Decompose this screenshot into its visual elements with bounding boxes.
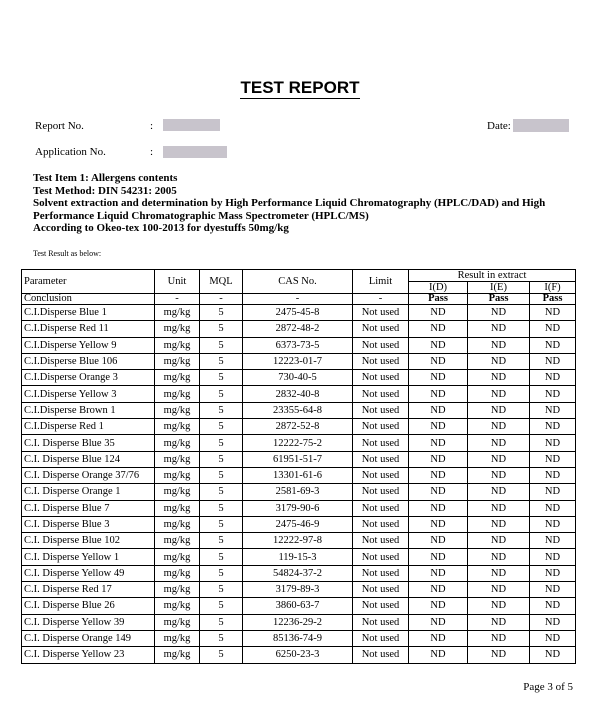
cell-cas: 3860-63-7	[243, 598, 353, 614]
cell-e: ND	[468, 386, 530, 402]
report-no-label: Report No.	[35, 120, 84, 132]
cell-d: ND	[409, 321, 468, 337]
header-unit: Unit	[155, 270, 200, 294]
cell-f: ND	[530, 500, 576, 516]
cell-d: ND	[409, 614, 468, 630]
cell-d: ND	[409, 598, 468, 614]
conclusion-row	[22, 294, 576, 305]
cell-limit: Not used	[353, 386, 409, 402]
table-row	[22, 565, 576, 581]
cell-cas: 6250-23-3	[243, 647, 353, 663]
report-no-redaction	[163, 119, 220, 131]
cell-f: ND	[530, 484, 576, 500]
cell-d: ND	[409, 370, 468, 386]
table-row	[22, 321, 576, 337]
cell-cas: 2872-52-8	[243, 419, 353, 435]
cell-cas: 12236-29-2	[243, 614, 353, 630]
cell-unit: mg/kg	[155, 565, 200, 581]
cell-limit: Not used	[353, 484, 409, 500]
table-row	[22, 630, 576, 646]
cell-unit: mg/kg	[155, 500, 200, 516]
cell-f: ND	[530, 467, 576, 483]
cell-mql: 5	[200, 435, 243, 451]
cell-mql: 5	[200, 533, 243, 549]
cell-mql: 5	[200, 321, 243, 337]
conclusion-d: Pass	[409, 294, 468, 305]
page-number: Page 3 of 5	[523, 681, 573, 693]
cell-cas: 2872-48-2	[243, 321, 353, 337]
cell-d: ND	[409, 337, 468, 353]
cell-parameter: C.I. Disperse Blue 124	[22, 451, 155, 467]
cell-d: ND	[409, 549, 468, 565]
cell-parameter: C.I. Disperse Blue 3	[22, 516, 155, 532]
cell-cas: 6373-73-5	[243, 337, 353, 353]
cell-cas: 13301-61-6	[243, 467, 353, 483]
cell-limit: Not used	[353, 419, 409, 435]
cell-f: ND	[530, 321, 576, 337]
cell-mql: 5	[200, 467, 243, 483]
cell-unit: mg/kg	[155, 305, 200, 321]
cell-f: ND	[530, 337, 576, 353]
date-redaction	[513, 119, 569, 132]
cell-e: ND	[468, 402, 530, 418]
cell-e: ND	[468, 647, 530, 663]
cell-f: ND	[530, 386, 576, 402]
cell-parameter: C.I. Disperse Red 17	[22, 582, 155, 598]
table-row	[22, 435, 576, 451]
test-description-line2: Performance Liquid Chromatographic Mass Spectrometer (HPLC/MS)	[33, 209, 369, 222]
result-intro: Test Result as below:	[33, 249, 102, 258]
cell-e: ND	[468, 516, 530, 532]
table-row	[22, 402, 576, 418]
conclusion-limit: -	[353, 294, 409, 305]
cell-limit: Not used	[353, 370, 409, 386]
cell-limit: Not used	[353, 549, 409, 565]
cell-d: ND	[409, 402, 468, 418]
table-row	[22, 370, 576, 386]
cell-mql: 5	[200, 386, 243, 402]
cell-unit: mg/kg	[155, 630, 200, 646]
cell-mql: 5	[200, 614, 243, 630]
cell-cas: 12222-97-8	[243, 533, 353, 549]
cell-cas: 3179-89-3	[243, 582, 353, 598]
cell-e: ND	[468, 549, 530, 565]
cell-e: ND	[468, 598, 530, 614]
cell-limit: Not used	[353, 516, 409, 532]
cell-d: ND	[409, 582, 468, 598]
test-item-title: Test Item 1: Allergens contents	[33, 172, 178, 184]
cell-limit: Not used	[353, 435, 409, 451]
cell-cas: 2475-45-8	[243, 305, 353, 321]
report-title-text: TEST REPORT	[240, 78, 360, 97]
cell-f: ND	[530, 370, 576, 386]
table-row	[22, 500, 576, 516]
table-row	[22, 484, 576, 500]
cell-unit: mg/kg	[155, 533, 200, 549]
cell-d: ND	[409, 435, 468, 451]
cell-e: ND	[468, 321, 530, 337]
cell-parameter: C.I.Disperse Orange 3	[22, 370, 155, 386]
cell-f: ND	[530, 435, 576, 451]
cell-f: ND	[530, 549, 576, 565]
conclusion-f: Pass	[530, 294, 576, 305]
table-row	[22, 582, 576, 598]
cell-limit: Not used	[353, 598, 409, 614]
cell-parameter: C.I. Disperse Yellow 23	[22, 647, 155, 663]
cell-f: ND	[530, 614, 576, 630]
cell-unit: mg/kg	[155, 467, 200, 483]
table-row	[22, 467, 576, 483]
cell-mql: 5	[200, 630, 243, 646]
test-description-line1: Solvent extraction and determination by High Performance Liquid Chromatography (HPLC/DAD) and High	[33, 197, 546, 209]
test-standard: According to Okeo-tex 100-2013 for dyestuffs 50mg/kg	[33, 222, 289, 234]
cell-unit: mg/kg	[155, 435, 200, 451]
cell-e: ND	[468, 451, 530, 467]
cell-limit: Not used	[353, 630, 409, 646]
cell-d: ND	[409, 419, 468, 435]
cell-f: ND	[530, 402, 576, 418]
cell-mql: 5	[200, 305, 243, 321]
application-no-colon: :	[150, 146, 154, 158]
cell-parameter: C.I.Disperse Brown 1	[22, 402, 155, 418]
cell-d: ND	[409, 647, 468, 663]
test-method: Test Method: DIN 54231: 2005	[33, 184, 177, 197]
table-row	[22, 337, 576, 353]
cell-d: ND	[409, 500, 468, 516]
results-table	[21, 269, 576, 664]
cell-mql: 5	[200, 647, 243, 663]
cell-parameter: C.I. Disperse Blue 102	[22, 533, 155, 549]
cell-unit: mg/kg	[155, 353, 200, 369]
cell-f: ND	[530, 353, 576, 369]
cell-d: ND	[409, 533, 468, 549]
cell-d: ND	[409, 516, 468, 532]
cell-mql: 5	[200, 598, 243, 614]
cell-f: ND	[530, 451, 576, 467]
cell-limit: Not used	[353, 353, 409, 369]
conclusion-mql: -	[200, 294, 243, 305]
cell-parameter: C.I. Disperse Orange 149	[22, 630, 155, 646]
cell-mql: 5	[200, 484, 243, 500]
cell-parameter: C.I. Disperse Blue 26	[22, 598, 155, 614]
cell-cas: 54824-37-2	[243, 565, 353, 581]
cell-d: ND	[409, 386, 468, 402]
cell-e: ND	[468, 582, 530, 598]
cell-parameter: C.I. Disperse Orange 1	[22, 484, 155, 500]
application-no-redaction	[163, 146, 227, 158]
cell-f: ND	[530, 419, 576, 435]
cell-e: ND	[468, 484, 530, 500]
table-header-row	[22, 270, 576, 282]
cell-unit: mg/kg	[155, 598, 200, 614]
header-parameter: Parameter	[22, 270, 155, 294]
cell-mql: 5	[200, 500, 243, 516]
cell-e: ND	[468, 533, 530, 549]
cell-e: ND	[468, 435, 530, 451]
cell-unit: mg/kg	[155, 484, 200, 500]
cell-limit: Not used	[353, 321, 409, 337]
cell-f: ND	[530, 533, 576, 549]
header-limit: Limit	[353, 270, 409, 294]
cell-limit: Not used	[353, 305, 409, 321]
table-row	[22, 614, 576, 630]
conclusion-e: Pass	[468, 294, 530, 305]
cell-f: ND	[530, 630, 576, 646]
cell-e: ND	[468, 353, 530, 369]
cell-unit: mg/kg	[155, 549, 200, 565]
cell-f: ND	[530, 305, 576, 321]
cell-d: ND	[409, 305, 468, 321]
cell-e: ND	[468, 305, 530, 321]
cell-mql: 5	[200, 370, 243, 386]
conclusion-cas: -	[243, 294, 353, 305]
cell-unit: mg/kg	[155, 386, 200, 402]
cell-d: ND	[409, 565, 468, 581]
cell-d: ND	[409, 484, 468, 500]
cell-parameter: C.I.Disperse Blue 1	[22, 305, 155, 321]
conclusion-label: Conclusion	[22, 294, 155, 305]
application-no-label: Application No.	[35, 146, 106, 158]
cell-d: ND	[409, 451, 468, 467]
cell-parameter: C.I. Disperse Orange 37/76	[22, 467, 155, 483]
cell-limit: Not used	[353, 467, 409, 483]
cell-f: ND	[530, 647, 576, 663]
cell-e: ND	[468, 500, 530, 516]
cell-e: ND	[468, 337, 530, 353]
cell-unit: mg/kg	[155, 419, 200, 435]
cell-mql: 5	[200, 565, 243, 581]
cell-parameter: C.I.Disperse Red 11	[22, 321, 155, 337]
cell-e: ND	[468, 370, 530, 386]
cell-cas: 730-40-5	[243, 370, 353, 386]
cell-mql: 5	[200, 353, 243, 369]
cell-cas: 61951-51-7	[243, 451, 353, 467]
table-row	[22, 353, 576, 369]
report-no-colon: :	[150, 120, 154, 132]
cell-limit: Not used	[353, 500, 409, 516]
cell-parameter: C.I. Disperse Yellow 39	[22, 614, 155, 630]
cell-limit: Not used	[353, 337, 409, 353]
cell-cas: 85136-74-9	[243, 630, 353, 646]
cell-limit: Not used	[353, 582, 409, 598]
cell-cas: 2581-69-3	[243, 484, 353, 500]
cell-cas: 119-15-3	[243, 549, 353, 565]
header-result-group: Result in extract	[409, 270, 576, 282]
cell-e: ND	[468, 467, 530, 483]
cell-e: ND	[468, 630, 530, 646]
cell-d: ND	[409, 353, 468, 369]
cell-e: ND	[468, 419, 530, 435]
cell-limit: Not used	[353, 565, 409, 581]
cell-cas: 2832-40-8	[243, 386, 353, 402]
cell-d: ND	[409, 630, 468, 646]
date-label: Date:	[487, 120, 511, 132]
cell-parameter: C.I.Disperse Yellow 3	[22, 386, 155, 402]
table-row	[22, 516, 576, 532]
table-row	[22, 386, 576, 402]
cell-f: ND	[530, 582, 576, 598]
header-f: I(F)	[530, 282, 576, 294]
cell-mql: 5	[200, 337, 243, 353]
cell-mql: 5	[200, 516, 243, 532]
header-d: I(D)	[409, 282, 468, 294]
cell-unit: mg/kg	[155, 582, 200, 598]
cell-parameter: C.I. Disperse Yellow 49	[22, 565, 155, 581]
cell-parameter: C.I. Disperse Blue 35	[22, 435, 155, 451]
cell-parameter: C.I.Disperse Red 1	[22, 419, 155, 435]
cell-mql: 5	[200, 419, 243, 435]
cell-mql: 5	[200, 402, 243, 418]
table-row	[22, 305, 576, 321]
cell-mql: 5	[200, 582, 243, 598]
cell-unit: mg/kg	[155, 516, 200, 532]
cell-limit: Not used	[353, 451, 409, 467]
cell-unit: mg/kg	[155, 321, 200, 337]
header-cas: CAS No.	[243, 270, 353, 294]
table-row	[22, 533, 576, 549]
cell-unit: mg/kg	[155, 614, 200, 630]
cell-parameter: C.I. Disperse Yellow 1	[22, 549, 155, 565]
cell-parameter: C.I. Disperse Blue 7	[22, 500, 155, 516]
cell-cas: 12222-75-2	[243, 435, 353, 451]
header-mql: MQL	[200, 270, 243, 294]
cell-e: ND	[468, 614, 530, 630]
cell-limit: Not used	[353, 533, 409, 549]
table-row	[22, 549, 576, 565]
cell-limit: Not used	[353, 647, 409, 663]
table-row	[22, 598, 576, 614]
cell-unit: mg/kg	[155, 402, 200, 418]
cell-f: ND	[530, 516, 576, 532]
results-body	[22, 305, 576, 664]
cell-limit: Not used	[353, 402, 409, 418]
cell-unit: mg/kg	[155, 337, 200, 353]
cell-f: ND	[530, 565, 576, 581]
cell-parameter: C.I.Disperse Blue 106	[22, 353, 155, 369]
cell-mql: 5	[200, 451, 243, 467]
cell-cas: 3179-90-6	[243, 500, 353, 516]
cell-d: ND	[409, 467, 468, 483]
cell-cas: 12223-01-7	[243, 353, 353, 369]
cell-f: ND	[530, 598, 576, 614]
table-row	[22, 419, 576, 435]
cell-parameter: C.I.Disperse Yellow 9	[22, 337, 155, 353]
conclusion-unit: -	[155, 294, 200, 305]
cell-mql: 5	[200, 549, 243, 565]
cell-unit: mg/kg	[155, 451, 200, 467]
table-row	[22, 451, 576, 467]
header-e: I(E)	[468, 282, 530, 294]
cell-limit: Not used	[353, 614, 409, 630]
cell-cas: 2475-46-9	[243, 516, 353, 532]
cell-cas: 23355-64-8	[243, 402, 353, 418]
cell-unit: mg/kg	[155, 647, 200, 663]
table-row	[22, 647, 576, 663]
cell-unit: mg/kg	[155, 370, 200, 386]
cell-e: ND	[468, 565, 530, 581]
report-title	[0, 78, 600, 98]
